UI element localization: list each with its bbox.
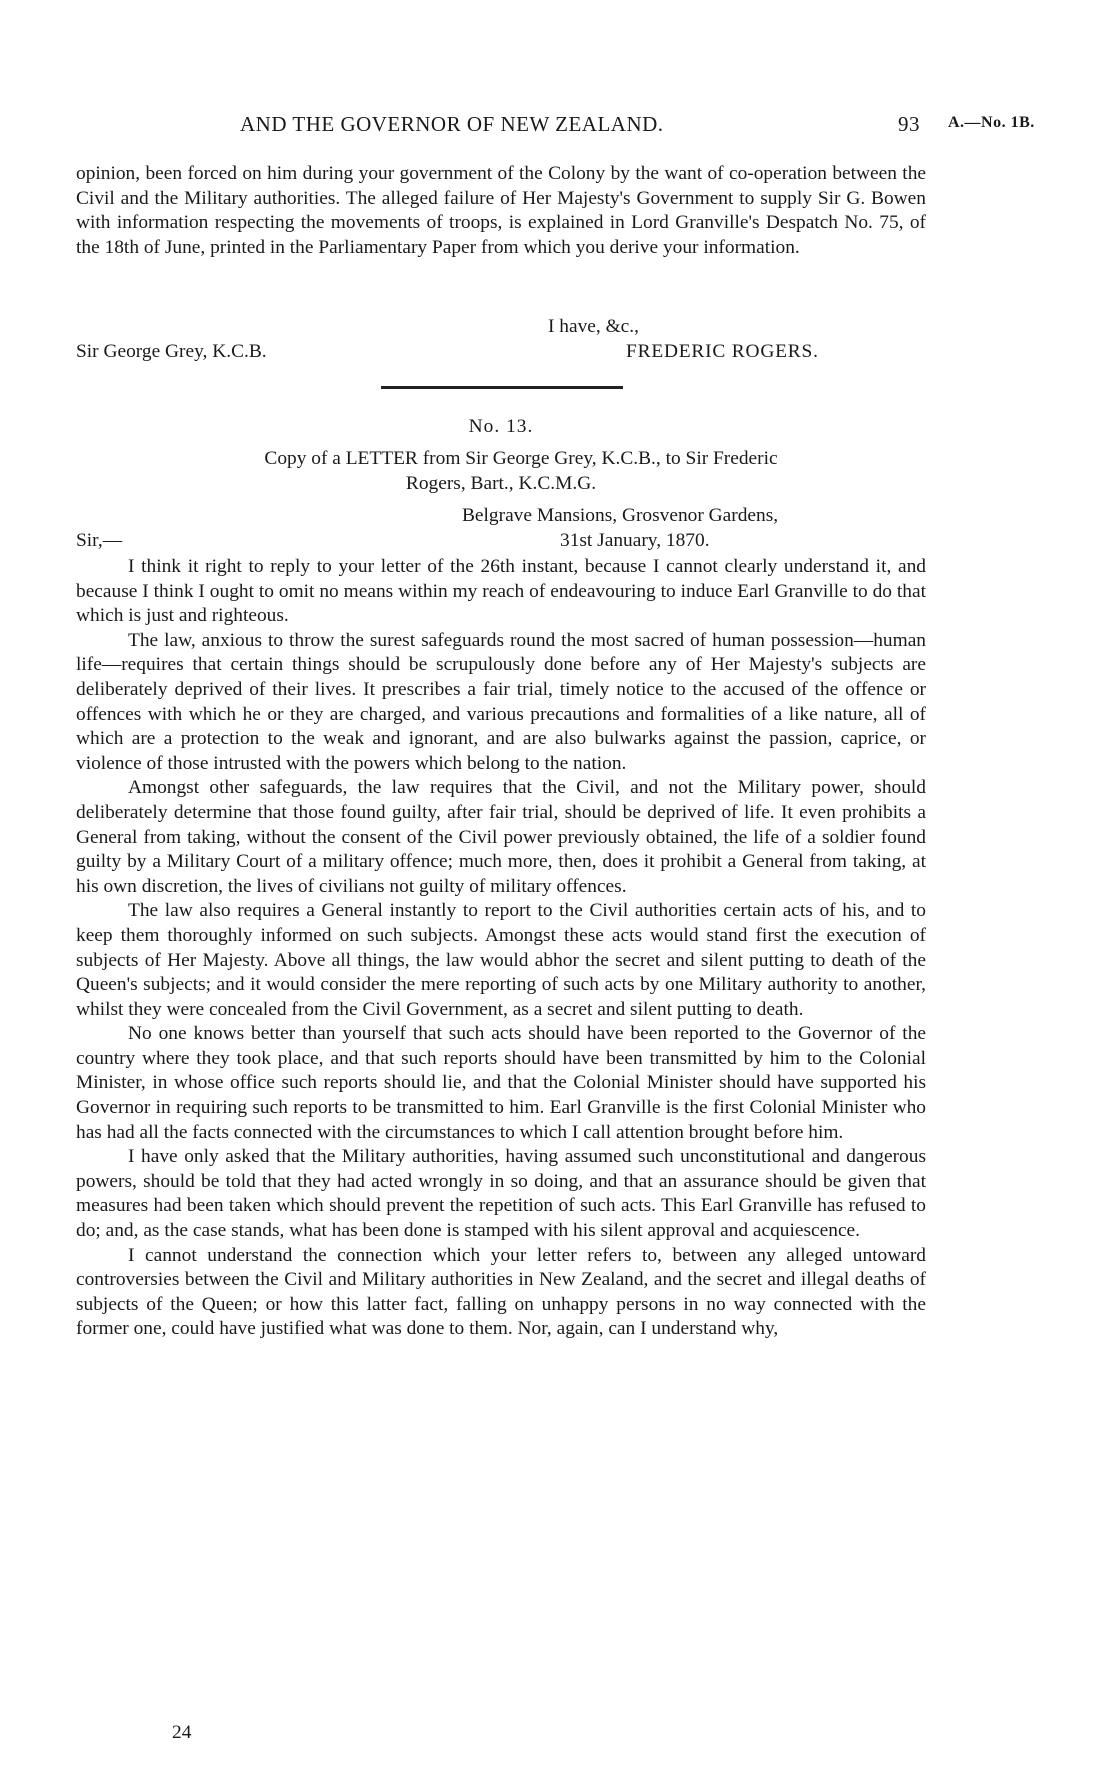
paragraph-6: I have only asked that the Military authorities, having assumed such unconstitutional and dangerous powers, should be told that they had acted wrongly in so doing, and that an assurance should be given that measures had been taken which should prevent the repetition of such acts. This Earl Granville has refused to do; and, as the case stands, what has been done is stamped with his silent approval and acquiescence. xyxy=(76,1146,926,1242)
section-divider xyxy=(381,386,623,389)
paragraph-1: I think it right to reply to your letter of the 26th instant, because I cannot clearly understand it, and because I think I ought to omit no means within my reach of endeavouring to induce Earl Granville to do that which is just and righteous. xyxy=(76,556,926,627)
letter-title-line2: Rogers, Bart., K.C.M.G. xyxy=(405,473,597,494)
paragraph-2: The law, anxious to throw the surest safeguards round the most sacred of human possession—human life—requires that certain things should be scrupulously done before any of Her Majesty's subjects are deliberately deprived of their lives. It prescribes a fair trial, timely notice to the accused of the offence or offences with which he or they are charged, and various precautions and formalities of a like nature, all of which are a protection to the weak and ignorant, and are also bulwarks against the passion, caprice, or violence of those intrusted with the powers which belong to the nation. xyxy=(76,629,926,774)
signature: FREDERIC ROGERS. xyxy=(626,341,819,362)
paragraph-4: The law also requires a General instantly to report to the Civil authorities certain acts of his, and to keep them thoroughly informed on such subjects. Amongst these acts would stand first the execution of subjects of Her Majesty. Above all things, the law would abhor the secret and silent putting to death of the Queen's subjects; and it would consider the mere reporting of such acts by one Military authority to another, whilst they were concealed from the Civil Government, as a secret and silent putting to death. xyxy=(76,900,926,1020)
letter-body xyxy=(76,555,926,1342)
printer-signature-mark: 24 xyxy=(172,1722,192,1743)
addressee: Sir George Grey, K.C.B. xyxy=(76,341,267,362)
paragraph-5: No one knows better than yourself that such acts should have been reported to the Governor of the country where they took place, and that such reports should have been transmitted by him to the Colonial Minister, in whose office such reports should lie, and that the Colonial Minister should have supported his Governor in requiring such reports to be transmitted to him. Earl Granville is the first Colonial Minister who has had all the facts connected with the circumstances to which I call attention brought before him. xyxy=(76,1023,926,1143)
sender-address: Belgrave Mansions, Grosvenor Gardens, xyxy=(462,505,779,526)
previous-letter-paragraph: opinion, been forced on him during your government of the Colony by the want of co-operation between the Civil and the Military authorities. The alleged failure of Her Majesty's Government to supply Sir G. Bowen with information respecting the movements of troops, is explained in Lord Granville's Despatch No. 75, of the 18th of June, printed in the Parliamentary Paper from which you derive your information. xyxy=(76,163,926,258)
closing-phrase: I have, &c., xyxy=(548,316,639,337)
running-title: AND THE GOVERNOR OF NEW ZEALAND. xyxy=(240,112,664,136)
paragraph-3: Amongst other safeguards, the law requires that the Civil, and not the Military power, should deliberately determine that those found guilty, after fair trial, should be deprived of life. It even prohibits a General from taking, without the consent of the Civil power previously obtained, the life of a soldier found guilty by a Military Court of a military offence; much more, then, does it prohibit a General from taking, at his own discretion, the lives of civilians not guilty of military offences. xyxy=(76,777,926,897)
letter-number: No. 13. xyxy=(468,416,534,437)
letter-date: 31st January, 1870. xyxy=(560,530,710,551)
page-number: 93 xyxy=(898,112,920,136)
paragraph-7: I cannot understand the connection which your letter refers to, between any alleged untoward controversies between the Civil and Military authorities in New Zealand, and the secret and illegal deaths of subjects of the Queen; or how this latter fact, falling on unhappy persons in no way connected with the former one, could have justified what was done to them. Nor, again, can I understand why, xyxy=(76,1244,926,1340)
previous-letter-end xyxy=(76,162,926,260)
salutation: Sir,— xyxy=(76,530,123,551)
paper-reference: A.—No. 1B. xyxy=(948,114,1035,131)
page-header xyxy=(0,112,1114,142)
letter-title-line1: Copy of a LETTER from Sir George Grey, K.C.B., to Sir Frederic xyxy=(264,448,778,469)
